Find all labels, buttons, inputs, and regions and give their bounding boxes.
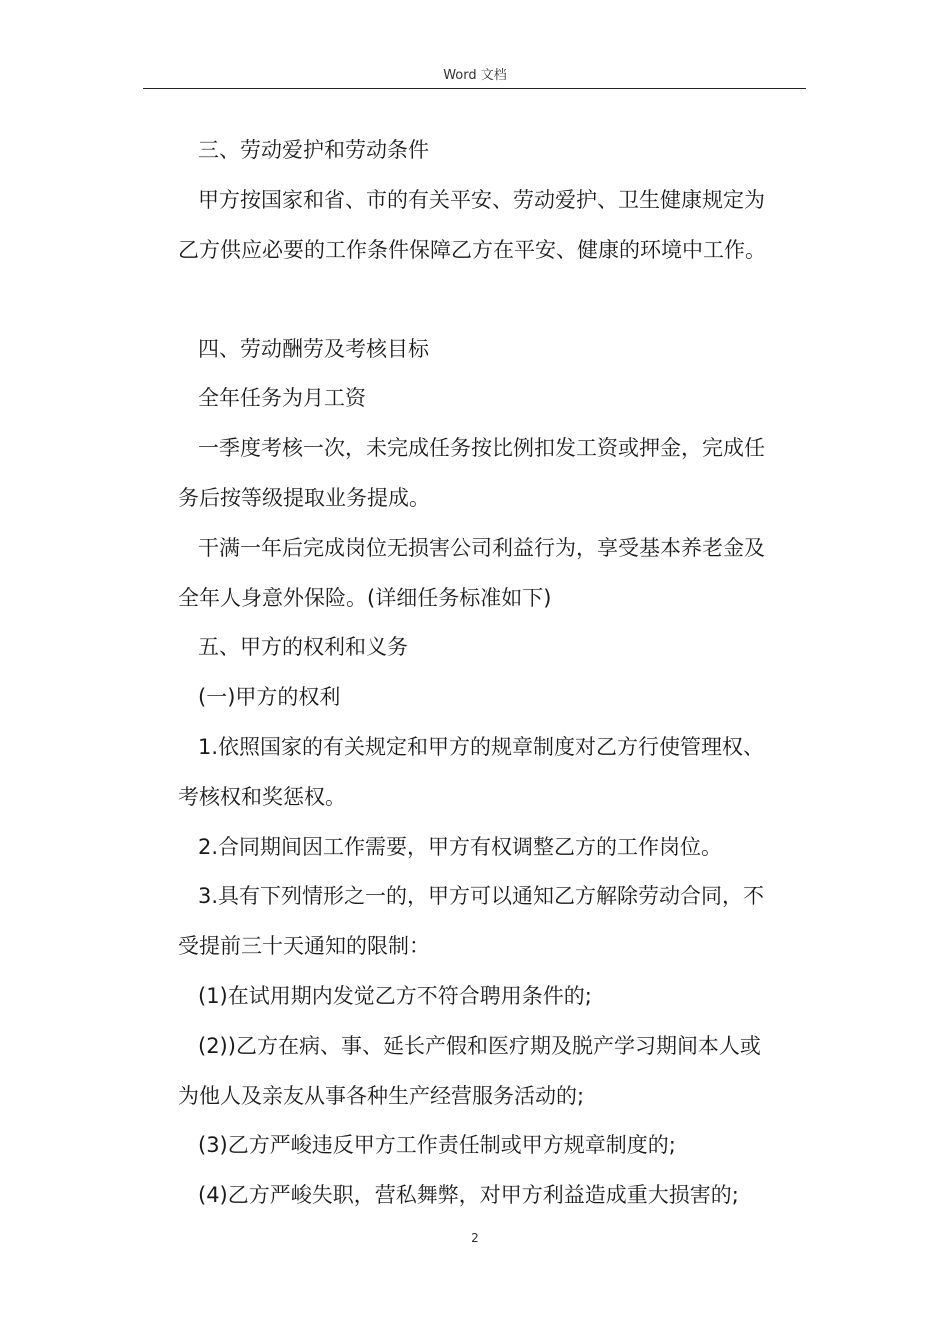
paragraph-line: 全年人身意外保险。(详细任务标准如下) — [178, 586, 552, 610]
paragraph-line: 一季度考核一次，未完成任务按比例扣发工资或押金，完成任 — [198, 436, 765, 460]
subsection-heading: (一)甲方的权利 — [198, 685, 341, 709]
list-item-line: (3)乙方严峻违反甲方工作责任制或甲方规章制度的; — [198, 1133, 676, 1157]
page-number: 2 — [471, 1231, 479, 1245]
list-item-line: (2))乙方在病、事、延长产假和医疗期及脱产学习期间本人或 — [198, 1034, 761, 1058]
header-divider — [143, 88, 806, 89]
paragraph-line: 乙方供应必要的工作条件保障乙方在平安、健康的环境中工作。 — [178, 238, 766, 262]
paragraph-line: 务后按等级提取业务提成。 — [178, 486, 430, 510]
list-item-line: 2.合同期间因工作需要，甲方有权调整乙方的工作岗位。 — [198, 835, 723, 859]
page-header-title: Word 文档 — [443, 68, 507, 83]
paragraph-line: 干满一年后完成岗位无损害公司利益行为，享受基本养老金及 — [198, 536, 765, 560]
list-item-line: 受提前三十天通知的限制： — [178, 934, 430, 958]
list-item-line: 3.具有下列情形之一的，甲方可以通知乙方解除劳动合同，不 — [198, 884, 765, 908]
list-item-line: 1.依照国家的有关规定和甲方的规章制度对乙方行使管理权、 — [198, 735, 765, 759]
list-item-line: (1)在试用期内发觉乙方不符合聘用条件的; — [198, 984, 592, 1008]
list-item-line: 为他人及亲友从事各种生产经营服务活动的; — [178, 1084, 585, 1108]
paragraph-line: 甲方按国家和省、市的有关平安、劳动爱护、卫生健康规定为 — [198, 188, 765, 212]
list-item-line: (4)乙方严峻失职，营私舞弊，对甲方利益造成重大损害的; — [198, 1183, 739, 1207]
paragraph-line: 全年任务为月工资 — [198, 386, 366, 410]
section-heading-3: 三、劳动爱护和劳动条件 — [198, 138, 429, 162]
section-heading-4: 四、劳动酬劳及考核目标 — [198, 337, 429, 361]
list-item-line: 考核权和奖惩权。 — [178, 785, 346, 809]
section-heading-5: 五、甲方的权利和义务 — [198, 635, 408, 659]
